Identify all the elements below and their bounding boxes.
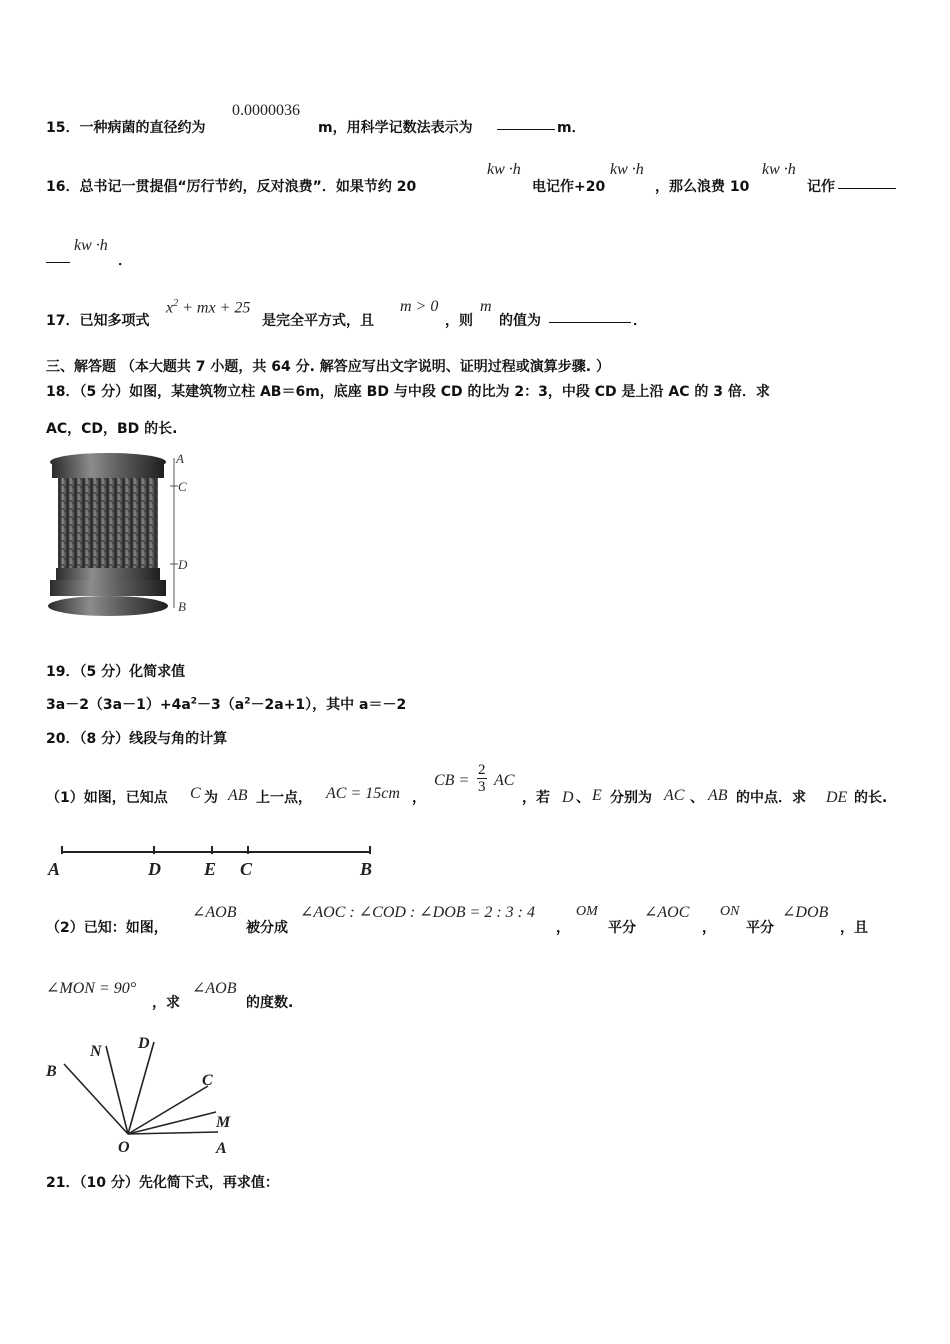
q20-p1-num: 2 (478, 762, 486, 778)
angle-label-B: B (46, 1063, 57, 1080)
q17-mid1: 是完全平方式，且 (262, 313, 374, 329)
q17-answer-blank[interactable] (549, 310, 631, 323)
angle-label-A: A (216, 1140, 227, 1157)
seg-label-C: C (240, 859, 253, 879)
q20-p2-ratio: ∠AOC : ∠COD : ∠DOB = 2 : 3 : 4 (300, 904, 535, 921)
q20-p1-AC3: AC (664, 787, 685, 804)
q15-value: 0.0000036 (232, 102, 300, 119)
q20-p1-f: 的中点．求 (736, 790, 806, 806)
q20-p1-D: D (562, 789, 574, 806)
q20-p1-b: 为 (204, 790, 218, 806)
q20-p1-C: C (190, 785, 201, 802)
angle-label-D: D (138, 1035, 150, 1052)
q19-expr-b: －3（a (197, 697, 245, 713)
q17-poly (166, 298, 250, 317)
q17-poly-rest: + mx + 25 (182, 299, 251, 317)
angle-label-C: C (202, 1072, 213, 1089)
q20-p2-a: （2）已知：如图， (46, 920, 168, 936)
q20-p1-fraction (477, 762, 487, 795)
q18-line1: 18．（5 分）如图，某建筑物立柱 AB＝6m，底座 BD 与中段 CD 的比为 2：3，中段 CD 是上沿 AC 的 3 倍．求 (46, 384, 770, 400)
q20-p2-b: 被分成 (246, 920, 288, 936)
q20-p1-AB2: AB (708, 787, 728, 804)
q20-p2-g: ，且 (840, 920, 868, 936)
q20-p1-d: ，若 (522, 790, 550, 806)
q15-prefix: 15．一种病菌的直径约为 (46, 120, 206, 136)
q20-p2-AOC: ∠AOC (644, 904, 690, 921)
q16-unit-3: kw ·h (762, 161, 796, 178)
q17-poly-exp: 2 (173, 298, 179, 309)
pillar-ring (56, 568, 160, 580)
q19-exp2: 2 (244, 696, 251, 707)
q20-p2-AOB2: ∠AOB (192, 980, 237, 997)
q15-suffix: m． (557, 120, 586, 136)
q20-p2-OM: OM (576, 904, 598, 919)
q17-poly-x: x (166, 299, 174, 317)
q20-p2-AOB: ∠AOB (192, 904, 237, 921)
q20-angle-figure (42, 1028, 242, 1158)
q16-answer-blank-2[interactable] (46, 250, 70, 263)
q16-mid2: ，那么浪费 10 (655, 179, 750, 195)
seg-label-A: A (48, 859, 61, 879)
q20-p2-e: ， (702, 920, 716, 936)
pillar-cap (52, 462, 164, 478)
q18-pillar-figure (44, 450, 204, 620)
q20-p1-AB: AB (228, 787, 248, 804)
q20-p2-h: ，求 (152, 995, 180, 1011)
q15-answer-blank[interactable] (497, 117, 555, 130)
q19-exp1: 2 (190, 696, 198, 707)
q20-p1-comma: ， (412, 790, 426, 806)
seg-label-D: D (148, 859, 161, 879)
q20-p1-E: E (592, 787, 602, 804)
q16-end: ． (118, 253, 132, 269)
ray-OA (128, 1132, 218, 1134)
q17-mid3: 的值为 (499, 313, 541, 329)
q20-title: 20．（8 分）线段与角的计算 (46, 731, 228, 747)
q16-unit-1: kw ·h (487, 161, 521, 178)
q16-mid1: 电记作+20 (532, 179, 606, 195)
pillar-body (58, 478, 158, 568)
q20-p1-sep2: 、 (690, 790, 704, 806)
q16-unit-2: kw ·h (610, 161, 644, 178)
label-C: C (178, 479, 187, 494)
section-3-heading: 三、解答题 （本大题共 7 小题，共 64 分. 解答应写出文字说明、证明过程或演算步骤. ） (46, 359, 610, 375)
q17-end: ． (633, 313, 647, 329)
q20-p2-f: 平分 (746, 920, 774, 936)
q20-p2-c: ， (556, 920, 570, 936)
q20-p2-ON: ON (720, 904, 740, 919)
q17-prefix: 17．已知多项式 (46, 313, 150, 329)
q19-expression (46, 694, 406, 714)
ray-OM (128, 1112, 216, 1134)
q16-mid3: 记作 (807, 179, 835, 195)
q20-p1-g: 的长. (854, 790, 888, 806)
label-B: B (178, 599, 186, 614)
angle-label-O: O (118, 1139, 130, 1156)
q16-prefix: 16．总书记一贯提倡“厉行节约，反对浪费”．如果节约 20 (46, 179, 417, 195)
angle-label-M: M (216, 1114, 231, 1131)
label-A: A (176, 451, 184, 466)
angle-label-N: N (90, 1043, 102, 1060)
pillar-base-upper (50, 580, 166, 596)
q20-segment-figure (44, 840, 384, 882)
q19-expr-c: －2a+1），其中 a＝－2 (250, 697, 407, 713)
q20-p1-AC2: AC (494, 772, 515, 789)
q20-p1-DE: DE (826, 789, 848, 806)
q18-line2: AC，CD，BD 的长. (46, 421, 178, 437)
q19-title: 19．（5 分）化简求值 (46, 664, 186, 680)
q15-mid: m，用科学记数法表示为 (318, 120, 473, 136)
q20-p1-AC: AC = 15cm (326, 785, 400, 802)
q17-cond: m > 0 (400, 298, 439, 315)
q20-p1-CB: CB = (434, 772, 470, 789)
q16-unit-4: kw ·h (74, 237, 108, 254)
q21-title: 21．（10 分）先化简下式，再求值： (46, 1175, 279, 1191)
q20-p1-den: 3 (478, 779, 486, 795)
label-D: D (178, 557, 188, 572)
q20-p1-e: 分别为 (610, 790, 652, 806)
q17-var: m (480, 298, 492, 315)
q20-p1-sep: 、 (576, 790, 590, 806)
pillar-base (48, 596, 168, 616)
q20-p2-MON: ∠MON = 90° (46, 980, 137, 997)
seg-label-E: E (204, 859, 217, 879)
q17-mid2: ，则 (445, 313, 473, 329)
q20-p2-i: 的度数. (246, 995, 294, 1011)
ray-OB (64, 1064, 128, 1134)
q20-p1-c: 上一点， (256, 790, 312, 806)
q16-answer-blank-1[interactable] (838, 176, 896, 189)
q20-p2-DOB: ∠DOB (782, 904, 829, 921)
q19-expr-a: 3a－2（3a－1）+4a (46, 697, 191, 713)
q20-p2-d: 平分 (608, 920, 636, 936)
q20-p1-a: （1）如图，已知点 (46, 790, 168, 806)
seg-label-B: B (360, 859, 373, 879)
